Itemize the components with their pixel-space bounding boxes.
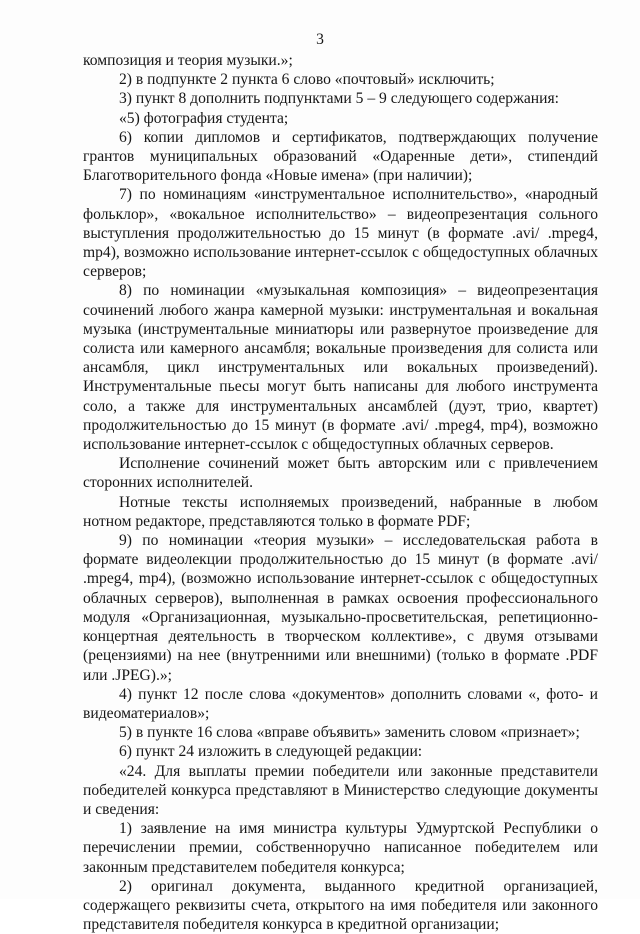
paragraph: 3) пункт 8 дополнить подпунктами 5 – 9 следующего содержания: (119, 90, 559, 108)
paragraph: 5) в пункте 16 слова «вправе объявить» заменить словом «признает»; (119, 724, 580, 742)
document-body (83, 51, 598, 934)
paragraph: 9) по номинации «теория музыки» – исследовательская работа в формате видеолекции продолжительностью до 15 минут (в формате .avi/ .mpeg4, mp4), (возможно использование интернет-ссылок с общедоступных облачных серверов), выполненная в рамках освоения профессионального модуля «Организационная, музыкально-просветительская, репетиционно-концертная деятельность в творческом коллективе», с двумя отзывами (рецензиями) на нее (внутренними или внешними) (только в формате .PDF или .JPEG).»; (83, 532, 598, 684)
paragraph: Исполнение сочинений может быть авторским или с привлечением сторонних исполнителей. (83, 455, 598, 492)
paragraph: 8) по номинации «музыкальная композиция» – видеопрезентация сочинений любого жанра камерной музыки: инструментальная и вокальная музыка (инструментальные миниатюры или развернутое произведение для солиста или камерного ансамбля; вокальные произведения для солиста или ансамбля, цикл инструментальных или вокальных произведений). Инструментальные пьесы могут быть написаны для любого инструмента соло, а также для инструментальных ансамблей (дуэт, трио, квартет) продолжительностью до 15 минут (в формате .avi/ .mpeg4, mp4), возможно использование интернет-ссылок с общедоступных облачных серверов. (83, 282, 598, 454)
page-number: 3 (316, 31, 324, 48)
paragraph: 7) по номинациям «инструментальное исполнительство», «народный фольклор», «вокальное исполнительство» – видеопрезентация сольного выступления продолжительностью до 15 минут (в формате .avi/ .mpeg4, mp4), возможно использование интернет-ссылок с общедоступных облачных серверов; (83, 186, 598, 281)
paragraph: композиция и теория музыки.»; (83, 52, 293, 69)
paragraph: 2) в подпункте 2 пункта 6 слово «почтовый» исключить; (119, 71, 495, 89)
paragraph: 4) пункт 12 после слова «документов» дополнить словами «, фото- и видеоматериалов»; (83, 685, 598, 722)
paragraph: Нотные тексты исполняемых произведений, набранные в любом нотном редакторе, представляются только в формате PDF; (83, 493, 598, 530)
paragraph: «24. Для выплаты премии победители или законные представители победителей конкурса представляют в Министерство следующие документы и сведения: (83, 762, 598, 818)
paragraph: 1) заявление на имя министра культуры Удмуртской Республики о перечислении премии, собственноручно написанное победителем или законным представителем победителя конкурса; (83, 820, 598, 876)
paragraph: 2) оригинал документа, выданного кредитной организацией, содержащего реквизиты счета, открытого на имя победителя или законного представителя победителя конкурса в кредитной организации; (83, 877, 598, 934)
paragraph: 6) копии дипломов и сертификатов, подтверждающих получение грантов муниципальных образований «Одаренные дети», стипендий Благотворительного фонда «Новые имена» (при наличии); (83, 128, 598, 185)
paragraph: «5) фотография студента; (119, 109, 289, 127)
paragraph: 6) пункт 24 изложить в следующей редакции: (119, 743, 423, 761)
